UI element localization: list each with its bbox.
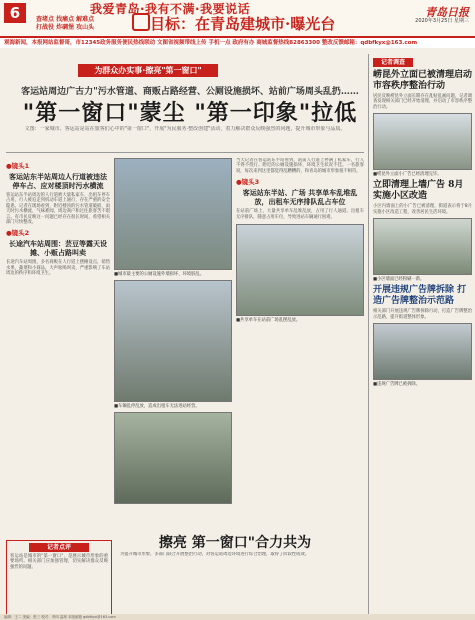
photo-street xyxy=(114,412,232,504)
divider xyxy=(6,152,364,153)
rail-headline: 立即清理上墙广告 8月实施小区改造 xyxy=(373,180,464,202)
rail-caption: ■小区墙面已经粉刷一新。 xyxy=(373,277,425,283)
section-heading: 客运站东半站、广场 共享单车乱堆乱放，出租车无序排队乱占车位 xyxy=(242,188,358,207)
photo-toilet xyxy=(114,158,232,270)
page-footer: 编辑：王二 美编：张三 校对：李四 监制 本版邮箱 qdbfkyx@163.com xyxy=(0,614,475,620)
rail-text: 相关部门开展违规广告牌拆除行动，打造广告牌整治示范路，提升街道整体形象。 xyxy=(373,309,472,320)
header-slogan: 我爱青岛·我有不满·我要说话 xyxy=(90,2,251,16)
commentary-text: 客运站是城市的"第一窗口"，是展示城市形象的重要场所。相关部门应加强管理，切实解决群众反映强烈的问题。 xyxy=(10,554,108,570)
header-sub-line: 查堵点 找痛点 解难点 xyxy=(36,16,95,23)
contact-ribbon: 观海新闻，本报网站监督哥，市12345政务服务便民热线联动 文图省视频带线上传 手机一点 政府有办 商城监督热线82863300 整改反馈邮箱：qdbfkyx@163.com xyxy=(0,38,475,48)
photo-caption: ■共享单车在站前广场乱摆乱放。 xyxy=(236,318,301,324)
story-column-middle xyxy=(114,158,232,538)
bottom-text: 为提升城市形象，多部门联合开展整治行动，对客运站周边环境进行综合治理，取得了阶段性成效。 xyxy=(120,552,310,557)
rail-photo xyxy=(373,218,472,275)
story-kicker: 为群众办实事·擦亮"第一窗口" xyxy=(78,64,218,77)
rail-caption: ■崂昆外立面小广告已经清理完毕。 xyxy=(373,172,442,178)
story-column-left xyxy=(6,158,110,538)
newspaper-logo: 青岛日报 xyxy=(425,6,469,19)
commentary-box xyxy=(6,540,112,616)
section-label: ●镜头1 xyxy=(6,162,30,170)
body-text: 长途汽车站周围，多名商贩在人行道上摆摊设点，销售水果、蔬菜和小商品，大声吆喝叫卖，严重影响了车站周边的秩序和环境卫生。 xyxy=(6,260,110,277)
body-text: 在站前广场上，大量共享单车乱堆乱放，占用了行人通道。出租车无序排队，随意占用车位，导致进站车辆通行困难。 xyxy=(236,209,364,220)
photo-caption: ■车辆乱停乱放，造成出租车无法进站经营。 xyxy=(114,404,200,410)
photo-cars xyxy=(114,280,232,402)
section-heading: 长途汽车站周围：芸豆等露天设摊、小贩占路叫卖 xyxy=(9,239,107,258)
body-text: 当天记者在客运站东半站看到，站前人行道上停满了私家车，行人不得不绕行。附近的公厕设施损坏，环境卫生状况不佳。一名旅客说，每次来到这里都觉得乱糟糟的，和青岛的城市形象很不相符。 xyxy=(236,158,364,174)
page-header xyxy=(0,0,475,38)
dateline: 2020年3月25日 星期三 xyxy=(415,18,469,24)
rail-text: 小区内墙面上的小广告已被清理，街道表示将于8月实施小区改造工程，改善居民生活环境。 xyxy=(373,204,472,215)
rail-headline: 开展违规广告牌拆除 打造广告牌整治示范路 xyxy=(373,285,467,307)
right-rail xyxy=(368,54,472,614)
story-headline: "第一窗口"蒙尘 "第一印象"拉低 xyxy=(22,100,358,126)
column-mark-icon xyxy=(132,13,150,31)
bottom-headline: 擦亮 第一窗口"合力共为 xyxy=(158,535,312,551)
rail-tag: 记者调查 xyxy=(373,58,413,67)
photo-bikes xyxy=(236,224,364,316)
rail-caption: ■违规广告牌已被拆除。 xyxy=(373,382,421,388)
column-title: 目标：在青岛建城市·曝光台 xyxy=(150,15,336,33)
section-label: ●镜头3 xyxy=(236,178,260,187)
story-column-right xyxy=(236,158,364,538)
rail-photo xyxy=(373,323,472,380)
story-lede: 文图：一家城市、客运站是站在旅客们心中的"第一窗口"，开展"为民服务·整改创建"活动，着力解决群众反映强烈的问题，提升城市形象与品质。 xyxy=(24,126,346,132)
page-number: 6 xyxy=(4,3,26,23)
section-label: ●镜头2 xyxy=(6,229,30,238)
rail-text: 居民反映崂昆外立面长期存在乱贴乱画问题，记者调查发现相关部门已经开始清理，并启动了市容秩序整治行动。 xyxy=(373,94,472,110)
section-heading: 客运站东半站周边人行道被违法停车占、应对楼顶时污水横流 xyxy=(9,172,107,190)
story-subhead: 客运站周边广古力"污水管道、商贩占路经营、公厕设施损坏、站前广场周头乱扔…… xyxy=(21,87,359,97)
body-text: 客运站东半站周边的人行道被大量私家车、出租车停车占用，行人被迫走到机动车道上通行，存在严重的安全隐患。记者在现场看到，附近楼顶的污水管道破损，雨天时污水横流，气味难闻，周边商户和过往旅客苦不堪言。有市民反映这一问题已经存在很长时间，希望相关部门尽快整改。 xyxy=(6,193,110,226)
photo-caption: ■城市最主要的公厕设施外墙损坏、环境脏乱。 xyxy=(114,272,204,277)
commentary-label: 记者点评 xyxy=(29,543,89,552)
rail-headline: 崂昆外立面已被清理启动市容秩序整治行动 xyxy=(373,70,473,91)
header-sub-line: 打战役 炸碉堡 攻山头 xyxy=(36,24,95,31)
header-sub-lines xyxy=(36,16,126,32)
rail-photo xyxy=(373,113,472,170)
